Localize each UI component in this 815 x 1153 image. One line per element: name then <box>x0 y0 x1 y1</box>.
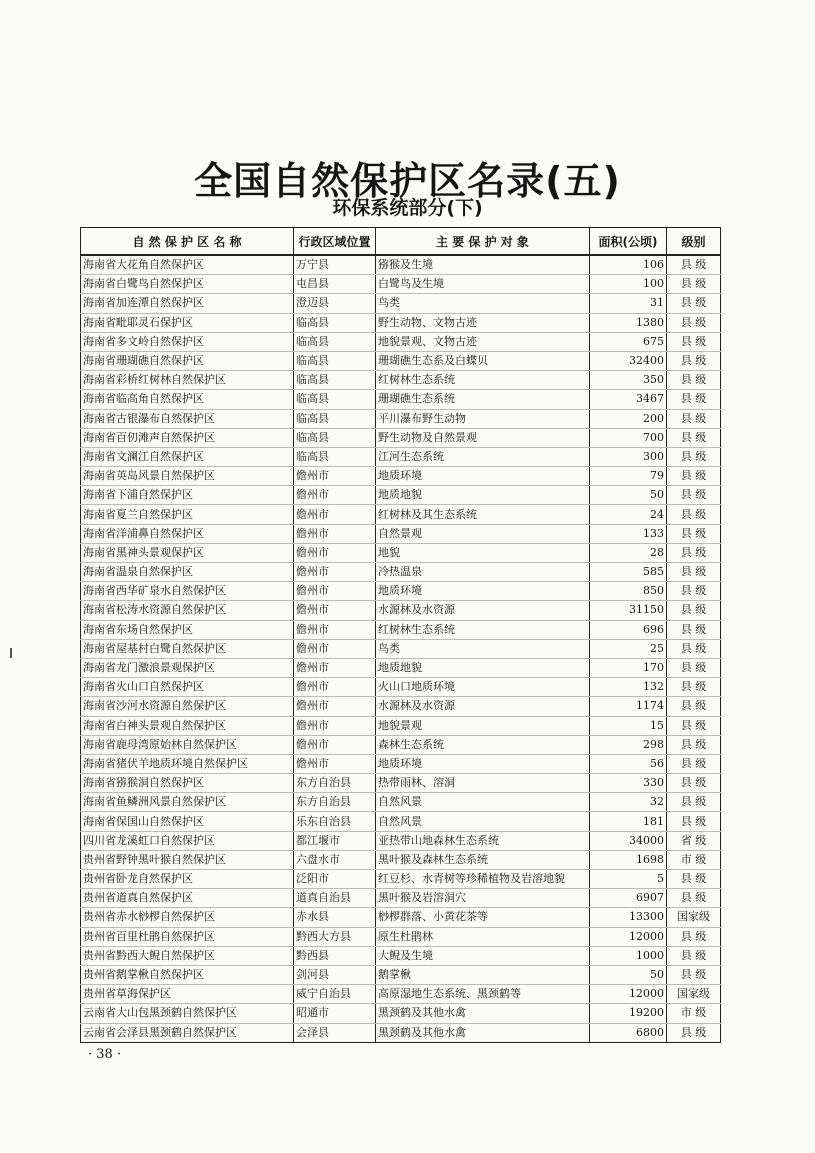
reserve-table <box>80 227 721 1043</box>
cell-admin: 儋州市 <box>294 543 376 562</box>
table-row <box>81 294 721 313</box>
cell-name: 贵州省百里杜鹃自然保护区 <box>81 927 294 946</box>
cell-admin: 道真自治县 <box>294 889 376 908</box>
table-row <box>81 812 721 831</box>
cell-admin: 会泽县 <box>294 1023 376 1042</box>
cell-admin: 赤水县 <box>294 908 376 927</box>
cell-name: 海南省保国山自然保护区 <box>81 812 294 831</box>
table-row <box>81 620 721 639</box>
cell-area: 79 <box>590 467 667 486</box>
cell-target: 江河生态系统 <box>376 447 590 466</box>
cell-name: 海南省猕猴洞自然保护区 <box>81 774 294 793</box>
cell-name: 海南省鱼鳞洲风景自然保护区 <box>81 793 294 812</box>
cell-level: 县 级 <box>667 467 721 486</box>
cell-area: 15 <box>590 716 667 735</box>
cell-target: 珊瑚礁生态系统 <box>376 390 590 409</box>
table-row <box>81 447 721 466</box>
cell-name: 海南省彩桥红树林自然保护区 <box>81 371 294 390</box>
cell-target: 自然风景 <box>376 793 590 812</box>
cell-name: 贵州省草海保护区 <box>81 985 294 1004</box>
cell-area: 24 <box>590 505 667 524</box>
cell-area: 585 <box>590 563 667 582</box>
cell-target: 红树林生态系统 <box>376 620 590 639</box>
cell-name: 海南省英岛风景自然保护区 <box>81 467 294 486</box>
cell-level: 县 级 <box>667 371 721 390</box>
cell-level: 县 级 <box>667 255 721 275</box>
cell-admin: 儋州市 <box>294 467 376 486</box>
table-row <box>81 467 721 486</box>
table-row <box>81 371 721 390</box>
cell-level: 市 级 <box>667 850 721 869</box>
table-row <box>81 351 721 370</box>
cell-name: 海南省珊瑚礁自然保护区 <box>81 351 294 370</box>
cell-target: 鸟类 <box>376 639 590 658</box>
cell-admin: 儋州市 <box>294 505 376 524</box>
cell-level: 县 级 <box>667 639 721 658</box>
cell-name: 海南省龙门激浪景观保护区 <box>81 658 294 677</box>
cell-area: 31 <box>590 294 667 313</box>
cell-name: 海南省松涛水资源自然保护区 <box>81 601 294 620</box>
cell-name: 海南省鹿母湾原始林自然保护区 <box>81 735 294 754</box>
cell-level: 县 级 <box>667 486 721 505</box>
cell-level: 县 级 <box>667 409 721 428</box>
cell-name: 贵州省野钟黑叶猴自然保护区 <box>81 850 294 869</box>
cell-name: 海南省西华矿泉水自然保护区 <box>81 582 294 601</box>
cell-admin: 泛阳市 <box>294 870 376 889</box>
cell-area: 350 <box>590 371 667 390</box>
cell-name: 海南省古银瀑布自然保护区 <box>81 409 294 428</box>
cell-admin: 黔西县 <box>294 946 376 965</box>
cell-admin: 儋州市 <box>294 735 376 754</box>
cell-name: 海南省下浦自然保护区 <box>81 486 294 505</box>
cell-name: 四川省龙溪虹口自然保护区 <box>81 831 294 850</box>
cell-target: 地貌 <box>376 543 590 562</box>
cell-target: 猕猴及生境 <box>376 255 590 275</box>
cell-level: 县 级 <box>667 275 721 294</box>
cell-admin: 儋州市 <box>294 716 376 735</box>
table-row <box>81 1004 721 1023</box>
table-row <box>81 908 721 927</box>
table-row <box>81 255 721 275</box>
cell-target: 水源林及水资源 <box>376 697 590 716</box>
cell-name: 海南省猪伏羊地质环境自然保护区 <box>81 754 294 773</box>
cell-name: 贵州省卧龙自然保护区 <box>81 870 294 889</box>
cell-level: 县 级 <box>667 697 721 716</box>
cell-name: 海南省毗耶灵石保护区 <box>81 313 294 332</box>
cell-admin: 儋州市 <box>294 486 376 505</box>
table-row <box>81 927 721 946</box>
cell-target: 野生动物及自然景观 <box>376 428 590 447</box>
cell-target: 地质地貌 <box>376 658 590 677</box>
cell-area: 34000 <box>590 831 667 850</box>
cell-area: 32 <box>590 793 667 812</box>
cell-admin: 屯昌县 <box>294 275 376 294</box>
cell-level: 县 级 <box>667 620 721 639</box>
cell-area: 200 <box>590 409 667 428</box>
cell-level: 县 级 <box>667 543 721 562</box>
cell-level: 县 级 <box>667 793 721 812</box>
cell-admin: 儋州市 <box>294 639 376 658</box>
table-row <box>81 870 721 889</box>
cell-level: 省 级 <box>667 831 721 850</box>
cell-target: 地貌景观 <box>376 716 590 735</box>
cell-area: 1698 <box>590 850 667 869</box>
cell-area: 850 <box>590 582 667 601</box>
cell-admin: 威宁自治县 <box>294 985 376 1004</box>
cell-area: 28 <box>590 543 667 562</box>
cell-level: 县 级 <box>667 678 721 697</box>
cell-target: 野生动物、文物古迹 <box>376 313 590 332</box>
col-header-area: 面积(公顷) <box>590 228 667 256</box>
col-header-level: 级别 <box>667 228 721 256</box>
cell-area: 300 <box>590 447 667 466</box>
table-row <box>81 697 721 716</box>
cell-level: 县 级 <box>667 1023 721 1042</box>
cell-level: 县 级 <box>667 735 721 754</box>
cell-target: 亚热带山地森林生态系统 <box>376 831 590 850</box>
cell-name: 海南省温泉自然保护区 <box>81 563 294 582</box>
cell-admin: 临高县 <box>294 409 376 428</box>
cell-area: 5 <box>590 870 667 889</box>
cell-target: 大鲵及生境 <box>376 946 590 965</box>
cell-admin: 临高县 <box>294 351 376 370</box>
cell-target: 森林生态系统 <box>376 735 590 754</box>
cell-admin: 乐东自治县 <box>294 812 376 831</box>
cell-target: 自然景观 <box>376 524 590 543</box>
page-title: 全国自然保护区名录(五) <box>194 159 621 203</box>
table-row <box>81 409 721 428</box>
cell-level: 县 级 <box>667 428 721 447</box>
table-row <box>81 275 721 294</box>
cell-area: 25 <box>590 639 667 658</box>
col-header-target: 主 要 保 护 对 象 <box>376 228 590 256</box>
cell-area: 3467 <box>590 390 667 409</box>
table-row <box>81 390 721 409</box>
cell-target: 地貌景观、文物古迹 <box>376 332 590 351</box>
cell-target: 火山口地质环境 <box>376 678 590 697</box>
cell-admin: 儋州市 <box>294 582 376 601</box>
cell-admin: 儋州市 <box>294 620 376 639</box>
cell-admin: 临高县 <box>294 371 376 390</box>
page-number: · 38 · <box>88 1047 122 1062</box>
cell-admin: 东方自治县 <box>294 774 376 793</box>
cell-area: 675 <box>590 332 667 351</box>
cell-area: 106 <box>590 255 667 275</box>
cell-name: 海南省文澜江自然保护区 <box>81 447 294 466</box>
cell-name: 贵州省鹅掌楸自然保护区 <box>81 965 294 984</box>
cell-name: 云南省会泽县黑颈鹤自然保护区 <box>81 1023 294 1042</box>
table-row <box>81 831 721 850</box>
cell-target: 珊瑚礁生态系及白蝶贝 <box>376 351 590 370</box>
table-row <box>81 678 721 697</box>
cell-level: 县 级 <box>667 965 721 984</box>
table-row <box>81 524 721 543</box>
cell-level: 县 级 <box>667 563 721 582</box>
cell-target: 热带雨林、溶洞 <box>376 774 590 793</box>
cell-target: 地质地貌 <box>376 486 590 505</box>
table-row <box>81 889 721 908</box>
cell-area: 181 <box>590 812 667 831</box>
cell-area: 56 <box>590 754 667 773</box>
cell-area: 6907 <box>590 889 667 908</box>
cell-target: 红树林生态系统 <box>376 371 590 390</box>
table-row <box>81 313 721 332</box>
table-row <box>81 793 721 812</box>
cell-area: 12000 <box>590 927 667 946</box>
cell-area: 133 <box>590 524 667 543</box>
cell-name: 海南省洋浦鼻自然保护区 <box>81 524 294 543</box>
cell-target: 原生杜鹃林 <box>376 927 590 946</box>
cell-admin: 万宁县 <box>294 255 376 275</box>
cell-admin: 剑河县 <box>294 965 376 984</box>
cell-name: 海南省东场自然保护区 <box>81 620 294 639</box>
cell-level: 县 级 <box>667 505 721 524</box>
table-row <box>81 486 721 505</box>
table-row <box>81 428 721 447</box>
cell-target: 地质环境 <box>376 582 590 601</box>
table-row <box>81 332 721 351</box>
cell-admin: 东方自治县 <box>294 793 376 812</box>
cell-admin: 临高县 <box>294 313 376 332</box>
cell-name: 海南省百仞滩声自然保护区 <box>81 428 294 447</box>
cell-admin: 儋州市 <box>294 754 376 773</box>
cell-target: 高原湿地生态系统、黑颈鹤等 <box>376 985 590 1004</box>
cell-target: 黑叶猴及岩溶洞穴 <box>376 889 590 908</box>
cell-name: 海南省多文岭自然保护区 <box>81 332 294 351</box>
table-header-row <box>81 228 721 256</box>
cell-level: 县 级 <box>667 313 721 332</box>
cell-level: 县 级 <box>667 927 721 946</box>
cell-area: 19200 <box>590 1004 667 1023</box>
cell-target: 红树林及其生态系统 <box>376 505 590 524</box>
cell-area: 132 <box>590 678 667 697</box>
cell-area: 31150 <box>590 601 667 620</box>
cell-name: 海南省大花角自然保护区 <box>81 255 294 275</box>
cell-target: 平川瀑布野生动物 <box>376 409 590 428</box>
cell-area: 1380 <box>590 313 667 332</box>
cell-level: 县 级 <box>667 524 721 543</box>
cell-admin: 临高县 <box>294 390 376 409</box>
scan-mark <box>10 648 12 658</box>
cell-area: 100 <box>590 275 667 294</box>
table-row <box>81 965 721 984</box>
cell-name: 海南省加连潭自然保护区 <box>81 294 294 313</box>
cell-level: 国家级 <box>667 985 721 1004</box>
cell-name: 贵州省道真自然保护区 <box>81 889 294 908</box>
cell-area: 330 <box>590 774 667 793</box>
cell-level: 县 级 <box>667 870 721 889</box>
cell-name: 贵州省黔西大鲵自然保护区 <box>81 946 294 965</box>
cell-level: 县 级 <box>667 754 721 773</box>
cell-target: 地质环境 <box>376 754 590 773</box>
cell-level: 县 级 <box>667 889 721 908</box>
cell-name: 海南省白鹭鸟自然保护区 <box>81 275 294 294</box>
cell-area: 298 <box>590 735 667 754</box>
cell-target: 自然风景 <box>376 812 590 831</box>
cell-level: 县 级 <box>667 946 721 965</box>
page-subtitle: 环保系统部分(下) <box>332 197 483 219</box>
cell-area: 32400 <box>590 351 667 370</box>
cell-admin: 临高县 <box>294 332 376 351</box>
cell-level: 县 级 <box>667 774 721 793</box>
cell-name: 贵州省赤水桫椤自然保护区 <box>81 908 294 927</box>
cell-target: 桫椤群落、小黄花茶等 <box>376 908 590 927</box>
cell-level: 县 级 <box>667 658 721 677</box>
cell-name: 海南省白神头景观自然保护区 <box>81 716 294 735</box>
cell-name: 海南省夏兰自然保护区 <box>81 505 294 524</box>
cell-admin: 儋州市 <box>294 524 376 543</box>
table-row <box>81 946 721 965</box>
table-row <box>81 505 721 524</box>
table-row <box>81 601 721 620</box>
cell-level: 国家级 <box>667 908 721 927</box>
cell-name: 海南省临高角自然保护区 <box>81 390 294 409</box>
cell-level: 市 级 <box>667 1004 721 1023</box>
table-row <box>81 985 721 1004</box>
table-row <box>81 639 721 658</box>
table-row <box>81 735 721 754</box>
cell-level: 县 级 <box>667 716 721 735</box>
cell-name: 海南省黑神头景观保护区 <box>81 543 294 562</box>
cell-level: 县 级 <box>667 582 721 601</box>
cell-area: 1174 <box>590 697 667 716</box>
table-row <box>81 582 721 601</box>
cell-admin: 儋州市 <box>294 658 376 677</box>
cell-admin: 黔西大方县 <box>294 927 376 946</box>
cell-target: 地质环境 <box>376 467 590 486</box>
cell-admin: 都江堰市 <box>294 831 376 850</box>
cell-level: 县 级 <box>667 447 721 466</box>
col-header-name: 自 然 保 护 区 名 称 <box>81 228 294 256</box>
table-row <box>81 1023 721 1042</box>
cell-admin: 临高县 <box>294 447 376 466</box>
cell-name: 海南省屋基村白鹭自然保护区 <box>81 639 294 658</box>
table-row <box>81 563 721 582</box>
cell-area: 13300 <box>590 908 667 927</box>
table-body <box>81 255 721 1042</box>
cell-target: 黑颈鹤及其他水禽 <box>376 1004 590 1023</box>
cell-target: 黑颈鹤及其他水禽 <box>376 1023 590 1042</box>
cell-area: 6800 <box>590 1023 667 1042</box>
cell-admin: 六盘水市 <box>294 850 376 869</box>
cell-admin: 澄迈县 <box>294 294 376 313</box>
col-header-admin: 行政区域位置 <box>294 228 376 256</box>
cell-area: 170 <box>590 658 667 677</box>
cell-area: 700 <box>590 428 667 447</box>
table-row <box>81 754 721 773</box>
cell-target: 鹅掌楸 <box>376 965 590 984</box>
cell-target: 鸟类 <box>376 294 590 313</box>
cell-level: 县 级 <box>667 601 721 620</box>
cell-admin: 儋州市 <box>294 697 376 716</box>
cell-target: 白鹭鸟及生境 <box>376 275 590 294</box>
cell-level: 县 级 <box>667 294 721 313</box>
cell-admin: 儋州市 <box>294 601 376 620</box>
cell-admin: 昭通市 <box>294 1004 376 1023</box>
cell-target: 黑叶猴及森林生态系统 <box>376 850 590 869</box>
cell-level: 县 级 <box>667 812 721 831</box>
cell-level: 县 级 <box>667 332 721 351</box>
cell-target: 水源林及水资源 <box>376 601 590 620</box>
cell-target: 冷热温泉 <box>376 563 590 582</box>
cell-name: 海南省火山口自然保护区 <box>81 678 294 697</box>
cell-target: 红豆杉、水青树等珍稀植物及岩溶地貌 <box>376 870 590 889</box>
table-row <box>81 543 721 562</box>
table-row <box>81 716 721 735</box>
cell-level: 县 级 <box>667 390 721 409</box>
cell-admin: 临高县 <box>294 428 376 447</box>
cell-area: 696 <box>590 620 667 639</box>
cell-admin: 儋州市 <box>294 678 376 697</box>
cell-level: 县 级 <box>667 351 721 370</box>
table-row <box>81 658 721 677</box>
cell-area: 12000 <box>590 985 667 1004</box>
cell-area: 50 <box>590 965 667 984</box>
cell-admin: 儋州市 <box>294 563 376 582</box>
cell-name: 海南省沙河水资源自然保护区 <box>81 697 294 716</box>
table-row <box>81 774 721 793</box>
cell-area: 50 <box>590 486 667 505</box>
table-row <box>81 850 721 869</box>
cell-area: 1000 <box>590 946 667 965</box>
cell-name: 云南省大山包黑颈鹤自然保护区 <box>81 1004 294 1023</box>
